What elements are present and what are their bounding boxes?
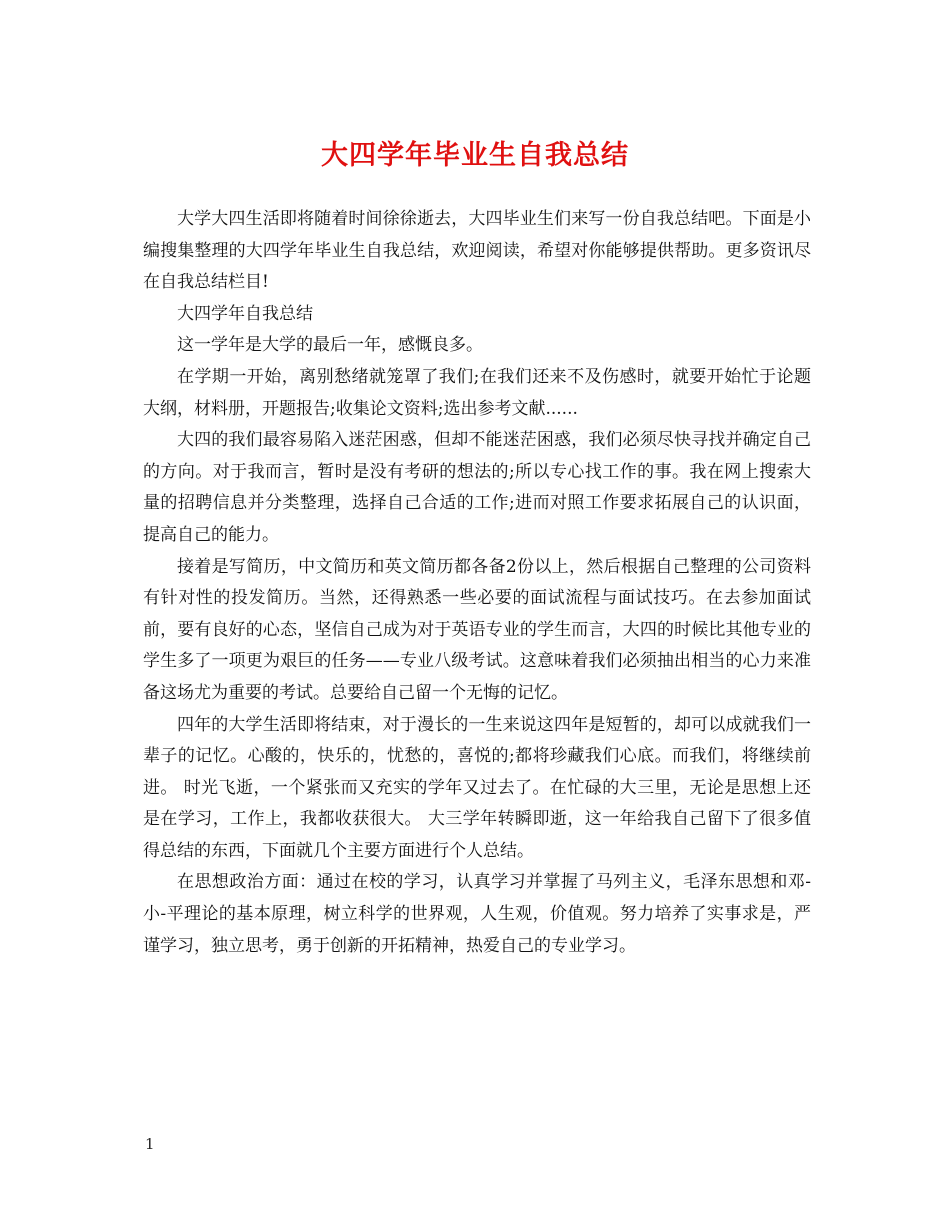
- document-title: 大四学年毕业生自我总结: [321, 140, 629, 171]
- paragraph-four-years: 四年的大学生活即将结束，对于漫长的一生来说这四年是短暂的，却可以成就我们一辈子的记忆。心酸的，快乐的，忧愁的，喜悦的;都将珍藏我们心底。而我们，将继续前进。 时光飞逝，一个紧张而又充实的学年又过去了。在忙碌的大三里，无论是思想上还是在学习，工作上，我都收获很大。 大三学年转瞬即逝，这一年给我自己留下了很多值得总结的东西，下面就几个主要方面进行个人总结。: [143, 714, 811, 861]
- page-number: 1: [145, 1135, 155, 1153]
- paragraph-direction: 大四的我们最容易陷入迷茫困惑，但却不能迷茫困惑，我们必须尽快寻找并确定自己的方向。对于我而言，暂时是没有考研的想法的;所以专心找工作的事。我在网上搜索大量的招聘信息并分类整理，选择自己合适的工作;进而对照工作要求拓展自己的认识面，提高自己的能力。: [143, 430, 811, 545]
- paragraph-subheading: 大四学年自我总结: [177, 303, 313, 324]
- paragraph-opening: 这一学年是大学的最后一年，感慨良多。: [177, 335, 483, 356]
- document-body: [143, 204, 811, 962]
- paragraph-resume: 接着是写简历，中文简历和英文简历都各备2份以上，然后根据自己整理的公司资料有针对性的投发简历。当然，还得熟悉一些必要的面试流程与面试技巧。在去参加面试前，要有良好的心态，坚信自己成为对于英语专业的学生而言，大四的时候比其他专业的学生多了一项更为艰巨的任务——专业八级考试。这意味着我们必须抽出相当的心力来准备这场尤为重要的考试。总要给自己留一个无悔的记忆。: [143, 556, 811, 703]
- paragraph-intro: 大学大四生活即将随着时间徐徐逝去，大四毕业生们来写一份自我总结吧。下面是小编搜集整理的大四学年毕业生自我总结，欢迎阅读，希望对你能够提供帮助。更多资讯尽在自我总结栏目!: [143, 209, 811, 293]
- paragraph-semester-start: 在学期一开始，离别愁绪就笼罩了我们;在我们还来不及伤感时，就要开始忙于论题大纲，材料册，开题报告;收集论文资料;选出参考文献......: [143, 366, 811, 419]
- paragraph-political-thought: 在思想政治方面：通过在校的学习，认真学习并掌握了马列主义，毛泽东思想和邓-小-平理论的基本原理，树立科学的世界观，人生观，价值观。努力培养了实事求是，严谨学习，独立思考，勇于创新的开拓精神，热爱自己的专业学习。: [143, 872, 811, 956]
